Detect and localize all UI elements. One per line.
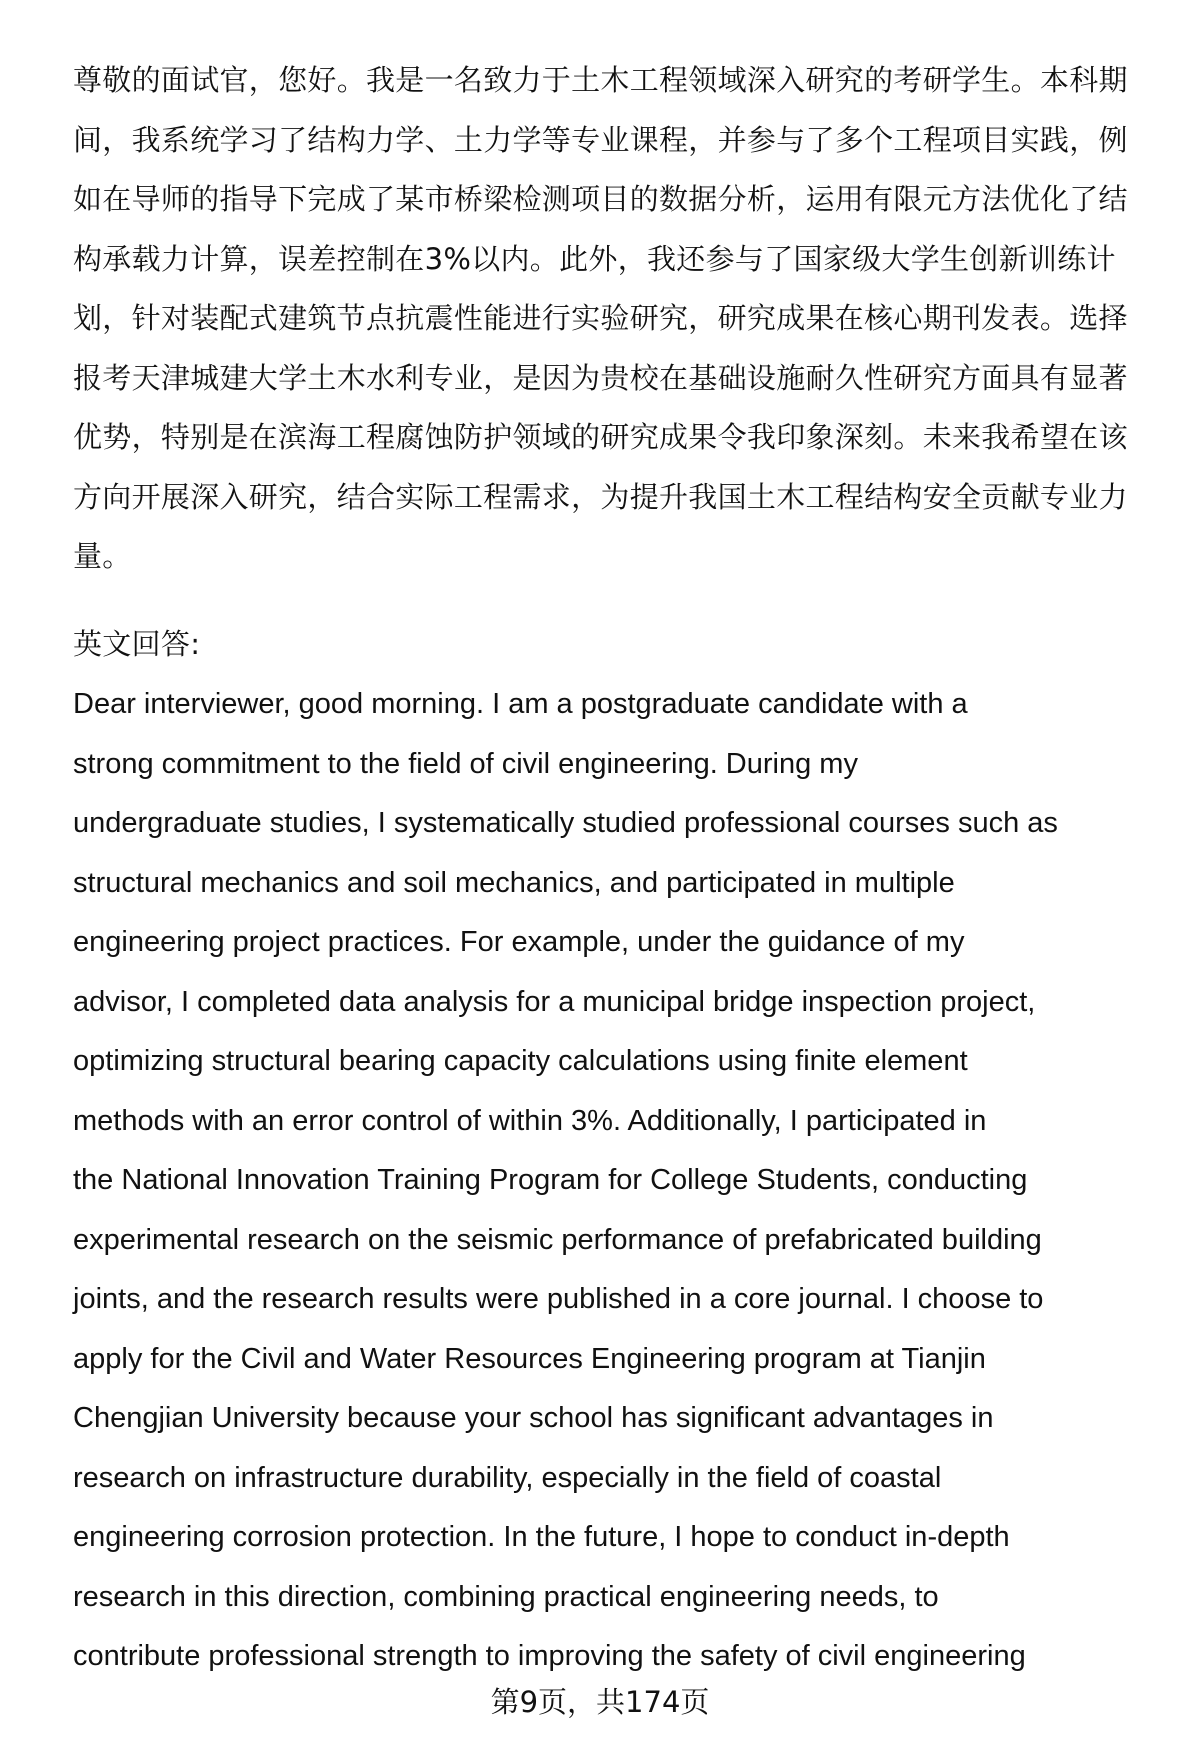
chinese-answer-line: 量。 [73,539,132,573]
english-answer-line: undergraduate studies, I systematically studied professional courses such as [73,807,1058,839]
chinese-answer-line: 构承载力计算，误差控制在3%以内。此外，我还参与了国家级大学生创新训练计 [73,241,1116,276]
english-answer-line: engineering corrosion protection. In the future, I hope to conduct in-depth [73,1521,1010,1553]
english-answer-line: engineering project practices. For example, under the guidance of my [73,926,965,958]
english-answer-line: experimental research on the seismic performance of prefabricated building [73,1223,1042,1256]
chinese-answer-line: 划，针对装配式建筑节点抗震性能进行实验研究，研究成果在核心期刊发表。选择 [73,301,1128,335]
chinese-answer-line: 尊敬的面试官，您好。我是一名致力于土木工程领域深入研究的考研学生。本科期 [73,63,1128,97]
english-answer-line: apply for the Civil and Water Resources Engineering program at Tianjin [73,1342,986,1375]
english-answer-line: methods with an error control of within 3%. Additionally, I participated in [73,1104,987,1137]
english-answer-line: optimizing structural bearing capacity calculations using finite element [73,1045,968,1077]
english-answer-line: Chengjian University because your school has significant advantages in [73,1402,994,1434]
english-answer-line: strong commitment to the field of civil engineering. During my [73,747,858,780]
english-answer-line: the National Innovation Training Program for College Students, conducting [73,1164,1028,1196]
english-answer-line: structural mechanics and soil mechanics, and participated in multiple [73,866,955,899]
chinese-answer-line: 报考天津城建大学土木水利专业，是因为贵校在基础设施耐久性研究方面具有显著 [73,360,1128,395]
chinese-answer-line: 方向开展深入研究，结合实际工程需求，为提升我国土木工程结构安全贡献专业力 [73,479,1128,514]
english-answer-line: advisor, I completed data analysis for a municipal bridge inspection project, [73,985,1036,1018]
page-number-footer: 第9页，共174页 [490,1685,710,1719]
english-answer-line: research on infrastructure durability, especially in the field of coastal [73,1461,942,1494]
english-answer-line: joints, and the research results were published in a core journal. I choose to [73,1283,1044,1315]
chinese-answer-line: 间，我系统学习了结构力学、土力学等专业课程，并参与了多个工程项目实践，例 [73,122,1128,157]
chinese-answer-line: 优势，特别是在滨海工程腐蚀防护领域的研究成果令我印象深刻。未来我希望在该 [73,420,1128,454]
english-answer-line: Dear interviewer, good morning. I am a postgraduate candidate with a [73,688,968,720]
chinese-answer-line: 如在导师的指导下完成了某市桥梁检测项目的数据分析，运用有限元方法优化了结 [73,182,1128,216]
english-answer-line: research in this direction, combining practical engineering needs, to [73,1580,939,1613]
english-answer-heading: 英文回答: [73,627,201,661]
english-answer-line: contribute professional strength to improving the safety of civil engineering [73,1640,1026,1672]
